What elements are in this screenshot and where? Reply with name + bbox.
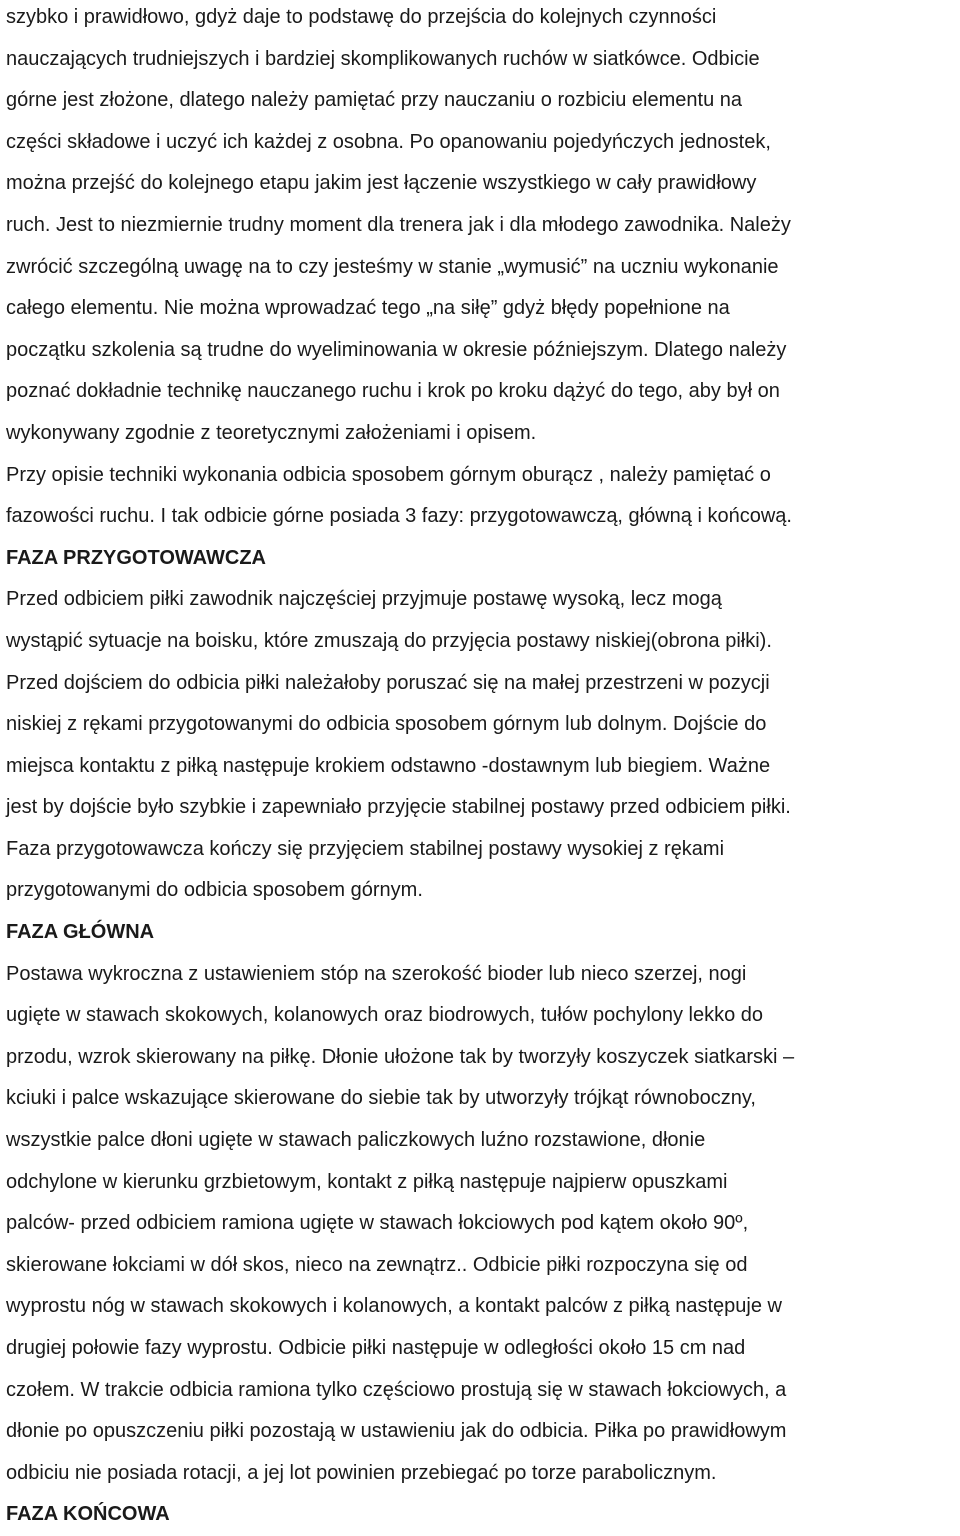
document-page (6, 0, 956, 1536)
text-line: wystąpić sytuacje na boisku, które zmuszają do przyjęcia postawy niskiej(obrona piłki). (6, 629, 772, 652)
text-line: przodu, wzrok skierowany na piłkę. Dłonie ułożone tak by tworzyły koszyczek siatkarski – (6, 1045, 795, 1068)
text-line: szybko i prawidłowo, gdyż daje to podstawę do przejścia do kolejnych czynności (6, 6, 717, 28)
section-heading: FAZA KOŃCOWA (6, 1503, 170, 1526)
text-line: Przy opisie techniki wykonania odbicia sposobem górnym oburącz , należy pamiętać o (6, 463, 771, 486)
text-line: fazowości ruchu. I tak odbicie górne posiada 3 fazy: przygotowawczą, główną i końcową. (6, 505, 792, 528)
text-line: nauczających trudniejszych i bardziej skomplikowanych ruchów w siatkówce. Odbicie (6, 47, 760, 70)
text-line: wyprostu nóg w stawach skokowych i kolanowych, a kontakt palców z piłką następuje w (6, 1295, 782, 1318)
text-line: ugięte w stawach skokowych, kolanowych oraz biodrowych, tułów pochylony lekko do (6, 1004, 764, 1027)
text-line: jest by dojście było szybkie i zapewniało przyjęcie stabilnej postawy przed odbiciem piłki. (6, 796, 791, 819)
section-heading: FAZA PRZYGOTOWAWCZA (6, 546, 266, 569)
text-line: odchylone w kierunku grzbietowym, kontakt z piłką następuje najpierw opuszkami (6, 1170, 728, 1193)
text-line: Postawa wykroczna z ustawieniem stóp na szerokość bioder lub nieco szerzej, nogi (6, 962, 747, 985)
text-line: wszystkie palce dłoni ugięte w stawach paliczkowych luźno rozstawione, dłonie (6, 1129, 706, 1152)
text-line: ruch. Jest to niezmiernie trudny moment dla trenera jak i dla młodego zawodnika. Należy (6, 213, 791, 236)
text-line: Przed dojściem do odbicia piłki należałoby poruszać się na małej przestrzeni w pozycji (6, 671, 770, 694)
text-line: czołem. W trakcie odbicia ramiona tylko częściowo prostują się w stawach łokciowych, a (6, 1378, 787, 1401)
text-line: kciuki i palce wskazujące skierowane do siebie tak by utworzyły trójkąt równoboczny, (6, 1087, 756, 1110)
text-line: Faza przygotowawcza kończy się przyjęciem stabilnej postawy wysokiej z rękami (6, 837, 725, 860)
text-line: miejsca kontaktu z piłką następuje krokiem odstawno -dostawnym lub biegiem. Ważne (6, 754, 771, 777)
text-line: odbiciu nie posiada rotacji, a jej lot powinien przebiegać po torze parabolicznym. (6, 1461, 717, 1484)
text-line: drugiej połowie fazy wyprostu. Odbicie piłki następuje w odległości około 15 cm nad (6, 1337, 746, 1359)
text-line: Przed odbiciem piłki zawodnik najczęściej przyjmuje postawę wysoką, lecz mogą (6, 588, 722, 611)
text-line: skierowane łokciami w dół skos, nieco na zewnątrz.. Odbicie piłki rozpoczyna się od (6, 1253, 748, 1276)
text-line: przygotowanymi do odbicia sposobem górnym. (6, 879, 423, 902)
section-heading: FAZA GŁÓWNA (6, 921, 155, 944)
text-line: palców- przed odbiciem ramiona ugięte w stawach łokciowych pod kątem około 90º, (6, 1212, 749, 1235)
text-line: górne jest złożone, dlatego należy pamiętać przy nauczaniu o rozbiciu elementu na (6, 89, 742, 112)
text-line: zwrócić szczególną uwagę na to czy jesteśmy w stanie „wymusić” na uczniu wykonanie (6, 255, 779, 278)
text-line: całego elementu. Nie można wprowadzać tego „na siłę” gdyż błędy popełnione na (6, 297, 730, 320)
text-line: można przejść do kolejnego etapu jakim jest łączenie wszystkiego w cały prawidłowy (6, 172, 757, 195)
text-line: poznać dokładnie technikę nauczanego ruchu i krok po kroku dążyć do tego, aby był on (6, 380, 780, 403)
text-line: początku szkolenia są trudne do wyeliminowania w okresie późniejszym. Dlatego należy (6, 338, 787, 361)
text-line: niskiej z rękami przygotowanymi do odbicia sposobem górnym lub dolnym. Dojście do (6, 713, 767, 736)
text-line: dłonie po opuszczeniu piłki pozostają w ustawieniu jak do odbicia. Piłka po prawidłowym (6, 1420, 787, 1443)
text-line: wykonywany zgodnie z teoretycznymi założeniami i opisem. (6, 421, 537, 444)
text-line: części składowe i uczyć ich każdej z osobna. Po opanowaniu pojedyńczych jednostek, (6, 130, 771, 153)
